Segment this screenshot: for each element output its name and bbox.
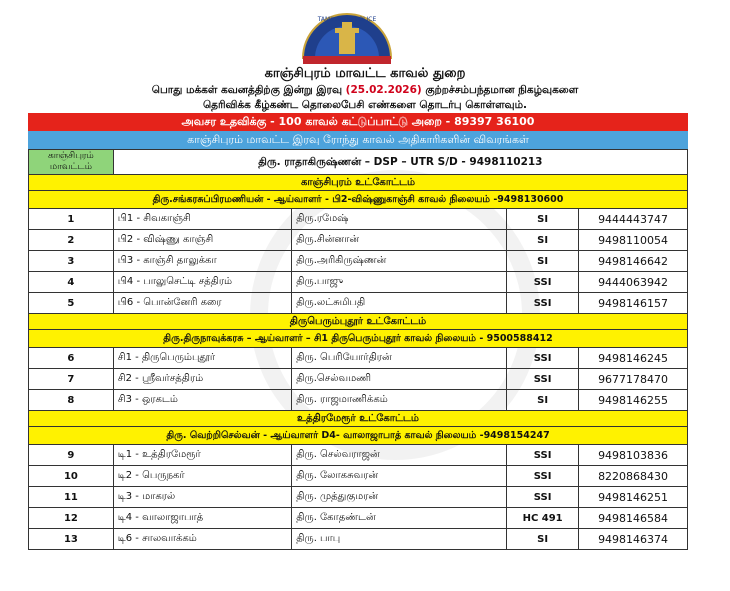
station-name: சி2 - ஸ்ரீவர்சத்திரம் xyxy=(113,369,291,390)
officer-rank: SSI xyxy=(507,348,579,369)
subdivision-inspector: திரு. வெற்றிசெல்வன் - ஆய்வாளர் D4- வாலாஜாபாத் காவல் நிலையம் -9498154247 xyxy=(29,427,688,445)
officer-name: திரு. செல்வராஜன் xyxy=(292,445,507,466)
row-number: 4 xyxy=(29,272,114,293)
officer-rank: SI xyxy=(507,251,579,272)
table-row xyxy=(29,230,688,251)
row-number: 2 xyxy=(29,230,114,251)
phone-number: 9498146255 xyxy=(579,390,688,411)
table-row xyxy=(29,369,688,390)
row-number: 7 xyxy=(29,369,114,390)
officer-rank: SI xyxy=(507,390,579,411)
officer-rank: SSI xyxy=(507,445,579,466)
emergency-band: அவசர உதவிக்கு - 100 காவல் கட்டுப்பாட்டு அறை - 89397 36100 xyxy=(28,113,688,131)
row-number: 6 xyxy=(29,348,114,369)
notice-line-2: தெரிவிக்க கீழ்கண்ட தொலைபேசி எண்களை தொடர்பு கொள்ளவும். xyxy=(202,99,528,111)
station-name: பி3 - காஞ்சி தாலுக்கா xyxy=(113,251,291,272)
phone-number: 8220868430 xyxy=(579,466,688,487)
phone-number: 9498146584 xyxy=(579,508,688,529)
row-number: 5 xyxy=(29,293,114,314)
station-name: பி6 - பொன்னேரி கரை xyxy=(113,293,291,314)
officer-rank: SI xyxy=(507,230,579,251)
officer-rank: SSI xyxy=(507,369,579,390)
notice-line-1: பொது மக்கள் கவனத்திற்கு இன்று இரவு (25.02.2026) குற்றச்சம்பந்தமான நிகழ்வுகளை xyxy=(151,84,579,96)
table-row xyxy=(29,390,688,411)
table-row xyxy=(29,293,688,314)
phone-number: 9498103836 xyxy=(579,445,688,466)
subdivision-title: காஞ்சிபுரம் உட்கோட்டம் xyxy=(29,175,688,191)
row-number: 9 xyxy=(29,445,114,466)
phone-number: 9677178470 xyxy=(579,369,688,390)
officer-name: திரு. கோதண்டன் xyxy=(292,508,507,529)
station-name: டி1 - உத்திரமேரூர் xyxy=(113,445,291,466)
officer-rank: SSI xyxy=(507,487,579,508)
station-name: டி4 - வாலாஜாபாத் xyxy=(113,508,291,529)
officer-name: திரு.பாஜு xyxy=(292,272,507,293)
district-label: காஞ்சிபுரம் மாவட்டம் xyxy=(29,150,114,175)
station-name: பி4 - பாலுசெட்டி சத்திரம் xyxy=(113,272,291,293)
officer-name: திரு.ரமேஷ் xyxy=(292,209,507,230)
phone-number: 9498146374 xyxy=(579,529,688,550)
officer-name: திரு.லட்சுமிபதி xyxy=(292,293,507,314)
officer-name: திரு. லோகசுவரன் xyxy=(292,466,507,487)
subdivision-title-row xyxy=(29,411,688,427)
subdivision-inspector: திரு.திருநாவுக்கரசு – ஆய்வாளர் – சி1 திருபெரும்புதூர் காவல் நிலையம் - 9500588412 xyxy=(29,330,688,348)
tamilnadu-police-emblem-icon xyxy=(295,8,399,66)
subdivision-inspector: திரு.சங்கரசுப்பிரமணியன் - ஆய்வாளர் - பி2-விஷ்ணுகாஞ்சி காவல் நிலையம் -9498130600 xyxy=(29,191,688,209)
officer-rank: SI xyxy=(507,529,579,550)
officer-name: திரு. பெரியோர்திரன் xyxy=(292,348,507,369)
table-row xyxy=(29,272,688,293)
subdivision-title: திருபெரும்புதூர் உட்கோட்டம் xyxy=(29,314,688,330)
night-rounds-band: காஞ்சிபுரம் மாவட்ட இரவு ரோந்து காவல் அதிகாரிகளின் விவரங்கள் xyxy=(28,131,688,149)
officer-name: திரு.செல்வமணி xyxy=(292,369,507,390)
table-row xyxy=(29,209,688,230)
officer-rank: SSI xyxy=(507,272,579,293)
table-row xyxy=(29,466,688,487)
officer-rank: SSI xyxy=(507,466,579,487)
station-name: பி2 - விஷ்ணு காஞ்சி xyxy=(113,230,291,251)
phone-number: 9498146251 xyxy=(579,487,688,508)
page-title: காஞ்சிபுரம் மாவட்ட காவல் துறை xyxy=(264,66,466,81)
district-row xyxy=(29,150,688,175)
subdivision-inspector-row xyxy=(29,427,688,445)
table-row xyxy=(29,529,688,550)
row-number: 11 xyxy=(29,487,114,508)
phone-number: 9498146642 xyxy=(579,251,688,272)
subdivision-inspector-row xyxy=(29,330,688,348)
row-number: 12 xyxy=(29,508,114,529)
subdivision-title: உத்திரமேரூர் உட்கோட்டம் xyxy=(29,411,688,427)
phone-number: 9498146245 xyxy=(579,348,688,369)
subdivision-title-row xyxy=(29,175,688,191)
table-row xyxy=(29,251,688,272)
station-name: சி3 - ஒரகடம் xyxy=(113,390,291,411)
officer-rank: SI xyxy=(507,209,579,230)
station-name: டி6 - சாலவாக்கம் xyxy=(113,529,291,550)
station-name: சி1 - திருபெரும்புதூர் xyxy=(113,348,291,369)
officer-name: திரு. பாபு xyxy=(292,529,507,550)
subdivision-inspector-row xyxy=(29,191,688,209)
row-number: 3 xyxy=(29,251,114,272)
table-row xyxy=(29,348,688,369)
phone-number: 9498110054 xyxy=(579,230,688,251)
row-number: 10 xyxy=(29,466,114,487)
station-name: டி2 - பெருநகர் xyxy=(113,466,291,487)
station-name: டி3 - மாகரல் xyxy=(113,487,291,508)
table-row xyxy=(29,487,688,508)
notice-date: (25.02.2026) xyxy=(345,84,422,96)
table-row xyxy=(29,445,688,466)
subdivision-title-row xyxy=(29,314,688,330)
officer-name: திரு. ராஜமாணிக்கம் xyxy=(292,390,507,411)
row-number: 13 xyxy=(29,529,114,550)
phone-number: 9498146157 xyxy=(579,293,688,314)
phone-number: 9444063942 xyxy=(579,272,688,293)
svg-text:TAMILNADU POLICE: TAMILNADU POLICE xyxy=(317,16,377,23)
row-number: 8 xyxy=(29,390,114,411)
phone-number: 9444443747 xyxy=(579,209,688,230)
officer-table xyxy=(28,149,688,550)
officer-name: திரு.அரிகிருஷ்ணன் xyxy=(292,251,507,272)
table-row xyxy=(29,508,688,529)
station-name: பி1 - சிவகாஞ்சி xyxy=(113,209,291,230)
officer-name: திரு.சின்னான் xyxy=(292,230,507,251)
row-number: 1 xyxy=(29,209,114,230)
officer-name: திரு. முத்துகுமரன் xyxy=(292,487,507,508)
officer-rank: HC 491 xyxy=(507,508,579,529)
district-officer: திரு. ராதாகிருஷ்ணன் – DSP – UTR S/D - 9498110213 xyxy=(113,150,687,175)
officer-rank: SSI xyxy=(507,293,579,314)
